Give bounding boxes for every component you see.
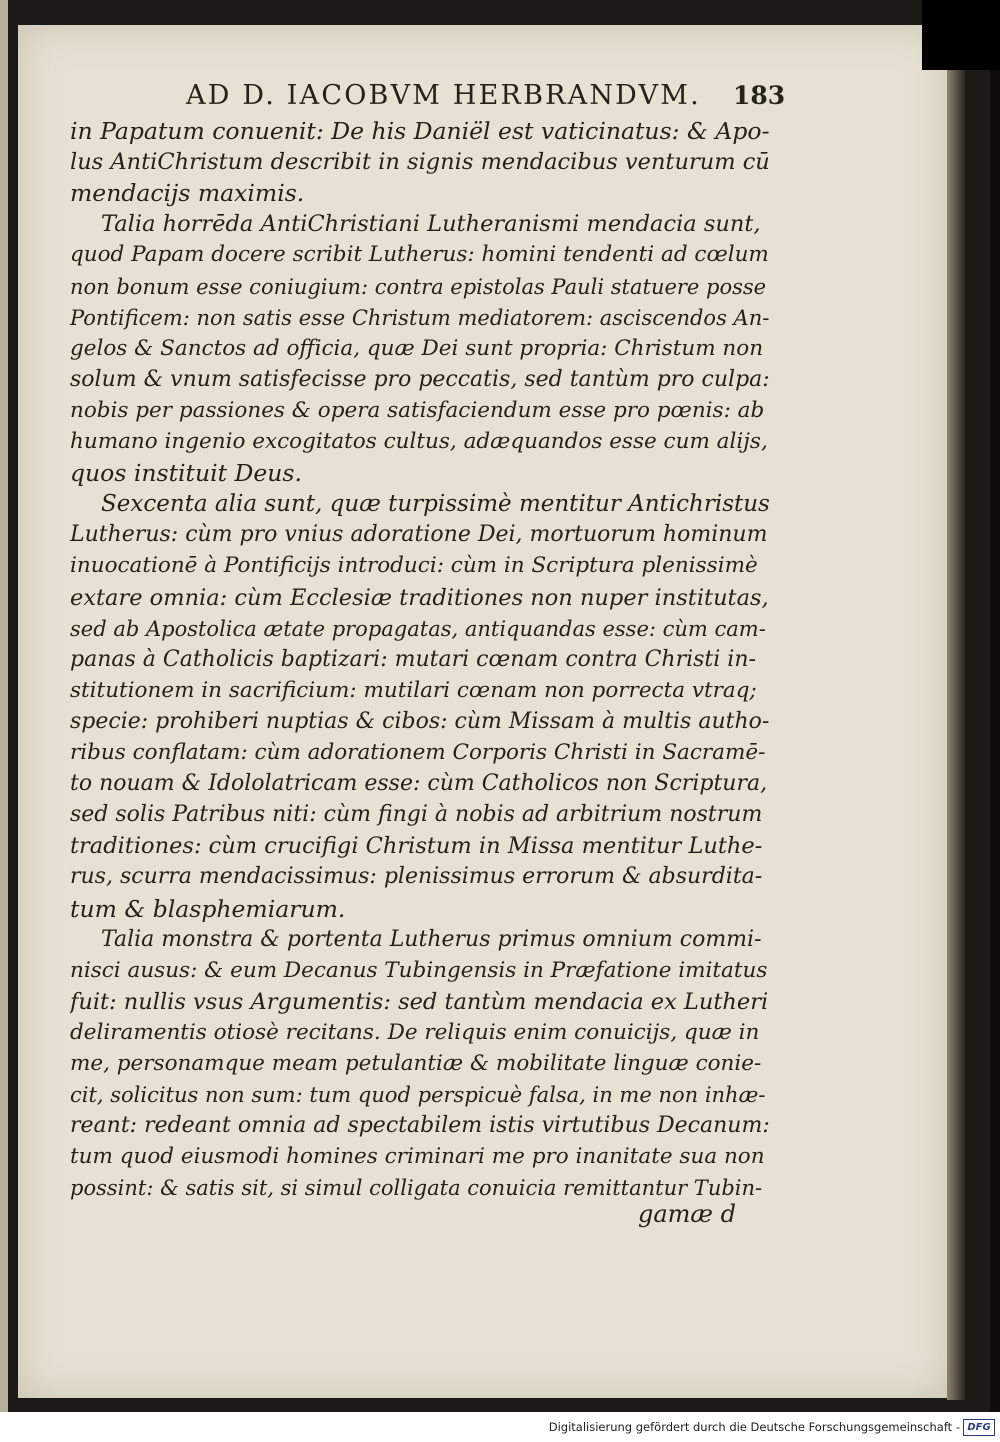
text-line: possint: & satis sit, si simul colligata conuicia remittantur Tubin- (70, 1176, 763, 1200)
text-line: quos instituit Deus. (70, 459, 302, 487)
text-line: tum & blasphemiarum. (70, 895, 346, 923)
text-line: cit, solicitus non sum: tum quod perspicuè falsa, in me non inhæ- (70, 1083, 766, 1107)
text-line: Sexcenta alia sunt, quæ turpissimè mentitur Antichristus (101, 491, 770, 517)
text-line: Pontificem: non satis esse Christum mediatorem: asciscendos An- (70, 306, 770, 330)
text-line: Talia monstra & portenta Lutherus primus omnium commi- (101, 927, 762, 952)
text-line: humano ingenio excogitatos cultus, adæquandos esse cum alijs, (70, 429, 768, 454)
text-line: inuocationē à Pontificijs introduci: cùm in Scriptura plenissimè (70, 553, 758, 578)
scan-left-edge (0, 0, 8, 1412)
text-line: me, personamque meam petulantiæ & mobilitate linguæ conie- (70, 1051, 762, 1076)
scan-right-strip (990, 0, 1000, 1412)
text-line: in Papatum conuenit: De his Daniël est vaticinatus: & Apo- (70, 117, 770, 145)
text-line: gelos & Sanctos ad officia, quæ Dei sunt propria: Christum non (70, 336, 764, 361)
text-line: nisci ausus: & eum Decanus Tubingensis in Præfatione imitatus (70, 958, 768, 983)
text-line: fuit: nullis vsus Argumentis: sed tantùm mendacia ex Lutheri (70, 989, 769, 1015)
text-line: reant: redeant omnia ad spectabilem istis virtutibus Decanum: (70, 1113, 770, 1138)
page-number: 183 (733, 81, 786, 110)
running-head: AD D. IACOBVM HERBRANDVM. (186, 80, 701, 111)
text-line: mendacijs maximis. (70, 179, 305, 207)
text-line: to nouam & Idololatricam esse: cùm Catholicos non Scriptura, (70, 771, 768, 796)
text-line: extare omnia: cùm Ecclesiæ traditiones non nuper institutas, (70, 585, 769, 611)
text-line: traditiones: cùm crucifigi Christum in Missa mentitur Luthe- (70, 833, 763, 859)
funding-note: Digitalisierung gefördert durch die Deutsche Forschungsgemeinschaft - (548, 1420, 960, 1434)
text-line: Talia horrēda AntiChristiani Lutheranismi mendacia sunt, (101, 211, 761, 237)
text-line: rus, scurra mendacissimus: plenissimus errorum & absurdita- (70, 864, 763, 889)
text-line: Lutherus: cùm pro vnius adoratione Dei, mortuorum hominum (70, 522, 768, 547)
text-line: stitutionem in sacrificium: mutilari cœnam non porrecta vtraq; (70, 678, 757, 703)
catchword: gamæ d (638, 1200, 736, 1228)
text-line: panas à Catholicis baptizari: mutari cœnam contra Christi in- (70, 647, 756, 672)
dfg-logo: DFG (963, 1419, 995, 1436)
text-line: ribus conflatam: cùm adorationem Corporis Christi in Sacramē- (70, 740, 766, 765)
text-line: sed solis Patribus niti: cùm fingi à nobis ad arbitrium nostrum (70, 802, 763, 827)
text-line: solum & vnum satisfecisse pro peccatis, sed tantùm pro culpa: (70, 367, 770, 392)
text-line: specie: prohiberi nuptias & cibos: cùm Missam à multis autho- (70, 709, 770, 734)
text-line: quod Papam docere scribit Lutherus: homini tendenti ad cœlum (70, 242, 769, 267)
text-line: lus AntiChristum describit in signis mendacibus venturum cū (70, 149, 770, 175)
page-edge-shadow (947, 20, 965, 1400)
text-line: nobis per passiones & opera satisfaciendum esse pro pœnis: ab (70, 398, 765, 423)
text-line: tum quod eiusmodi homines criminari me pro inanitate sua non (70, 1144, 765, 1169)
text-line: non bonum esse coniugium: contra epistolas Pauli statuere posse (70, 275, 767, 299)
scan-corner-mask (922, 0, 1000, 70)
text-line: deliramentis otiosè recitans. De reliquis enim conuicijs, quæ in (70, 1020, 760, 1045)
text-line: sed ab Apostolica ætate propagatas, antiquandas esse: cùm cam- (70, 617, 766, 641)
